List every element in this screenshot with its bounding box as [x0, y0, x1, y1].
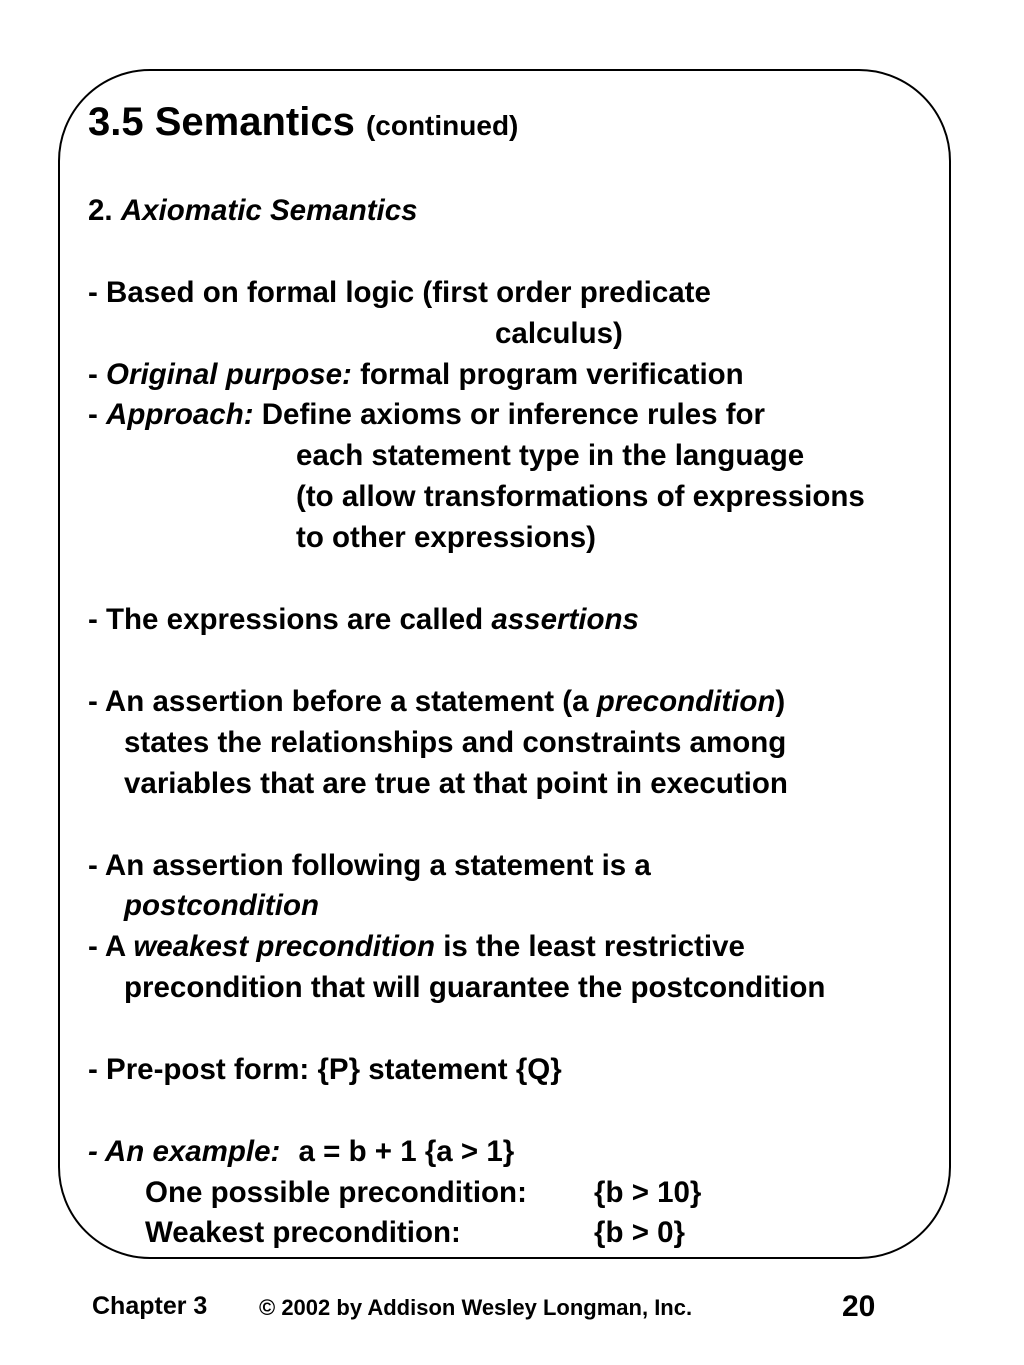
section-number: 2. [88, 194, 113, 227]
weakest-text: is the least restrictive [443, 930, 745, 963]
basis-line-1: - Based on formal logic (first order predicate [88, 276, 711, 309]
weakest-precondition-value: {b > 0} [594, 1216, 686, 1249]
precondition-term: precondition [596, 685, 776, 718]
weakest-line-1 [88, 930, 745, 964]
weakest-prefix: - A [88, 930, 126, 963]
footer-chapter: Chapter 3 [92, 1292, 208, 1320]
precondition-close: ) [775, 685, 786, 718]
weakest-precondition-label: Weakest precondition: [145, 1216, 461, 1249]
title-continued: (continued) [365, 110, 519, 141]
precondition-line-2: states the relationships and constraints among [124, 726, 787, 759]
assertions-text: - The expressions are called [88, 603, 484, 636]
possible-precondition-label: One possible precondition: [145, 1176, 527, 1209]
postcondition-line-1: - An assertion following a statement is a [88, 849, 651, 882]
possible-precondition-value: {b > 10} [594, 1176, 702, 1209]
basis-line-2: calculus) [495, 317, 623, 350]
example-line [88, 1135, 514, 1169]
assertions-term: assertions [491, 603, 639, 636]
postcondition-term: postcondition [124, 889, 319, 922]
precondition-line-1 [88, 685, 785, 719]
example-code: a = b + 1 {a > 1} [298, 1135, 515, 1168]
purpose-line [88, 358, 744, 392]
footer-copyright: © 2002 by Addison Wesley Longman, Inc. [259, 1295, 693, 1320]
footer-page-number: 20 [842, 1290, 876, 1323]
approach-line-1 [88, 398, 765, 432]
approach-line-4: to other expressions) [296, 521, 596, 554]
approach-line-2: each statement type in the language [296, 439, 805, 472]
section-title: Axiomatic Semantics [120, 194, 418, 227]
approach-label: Approach: [106, 398, 254, 431]
precondition-line-3: variables that are true at that point in execution [124, 767, 788, 800]
example-label: - An example: [88, 1135, 281, 1168]
precondition-text: - An assertion before a statement (a [88, 685, 589, 718]
approach-text: Define axioms or inference rules for [261, 398, 766, 431]
weakest-term: weakest precondition [133, 930, 435, 963]
weakest-line-2: precondition that will guarantee the postcondition [124, 971, 826, 1004]
approach-dash: - [88, 398, 98, 431]
purpose-label: Original purpose: [106, 358, 352, 391]
assertions-line [88, 603, 639, 637]
purpose-text: formal program verification [360, 358, 744, 391]
purpose-dash: - [88, 358, 98, 391]
title-main: 3.5 Semantics [88, 100, 355, 144]
slide-title [88, 98, 518, 146]
prepost-form-line: - Pre-post form: {P} statement {Q} [88, 1053, 562, 1086]
approach-line-3: (to allow transformations of expressions [296, 480, 865, 513]
section-heading [88, 194, 418, 228]
